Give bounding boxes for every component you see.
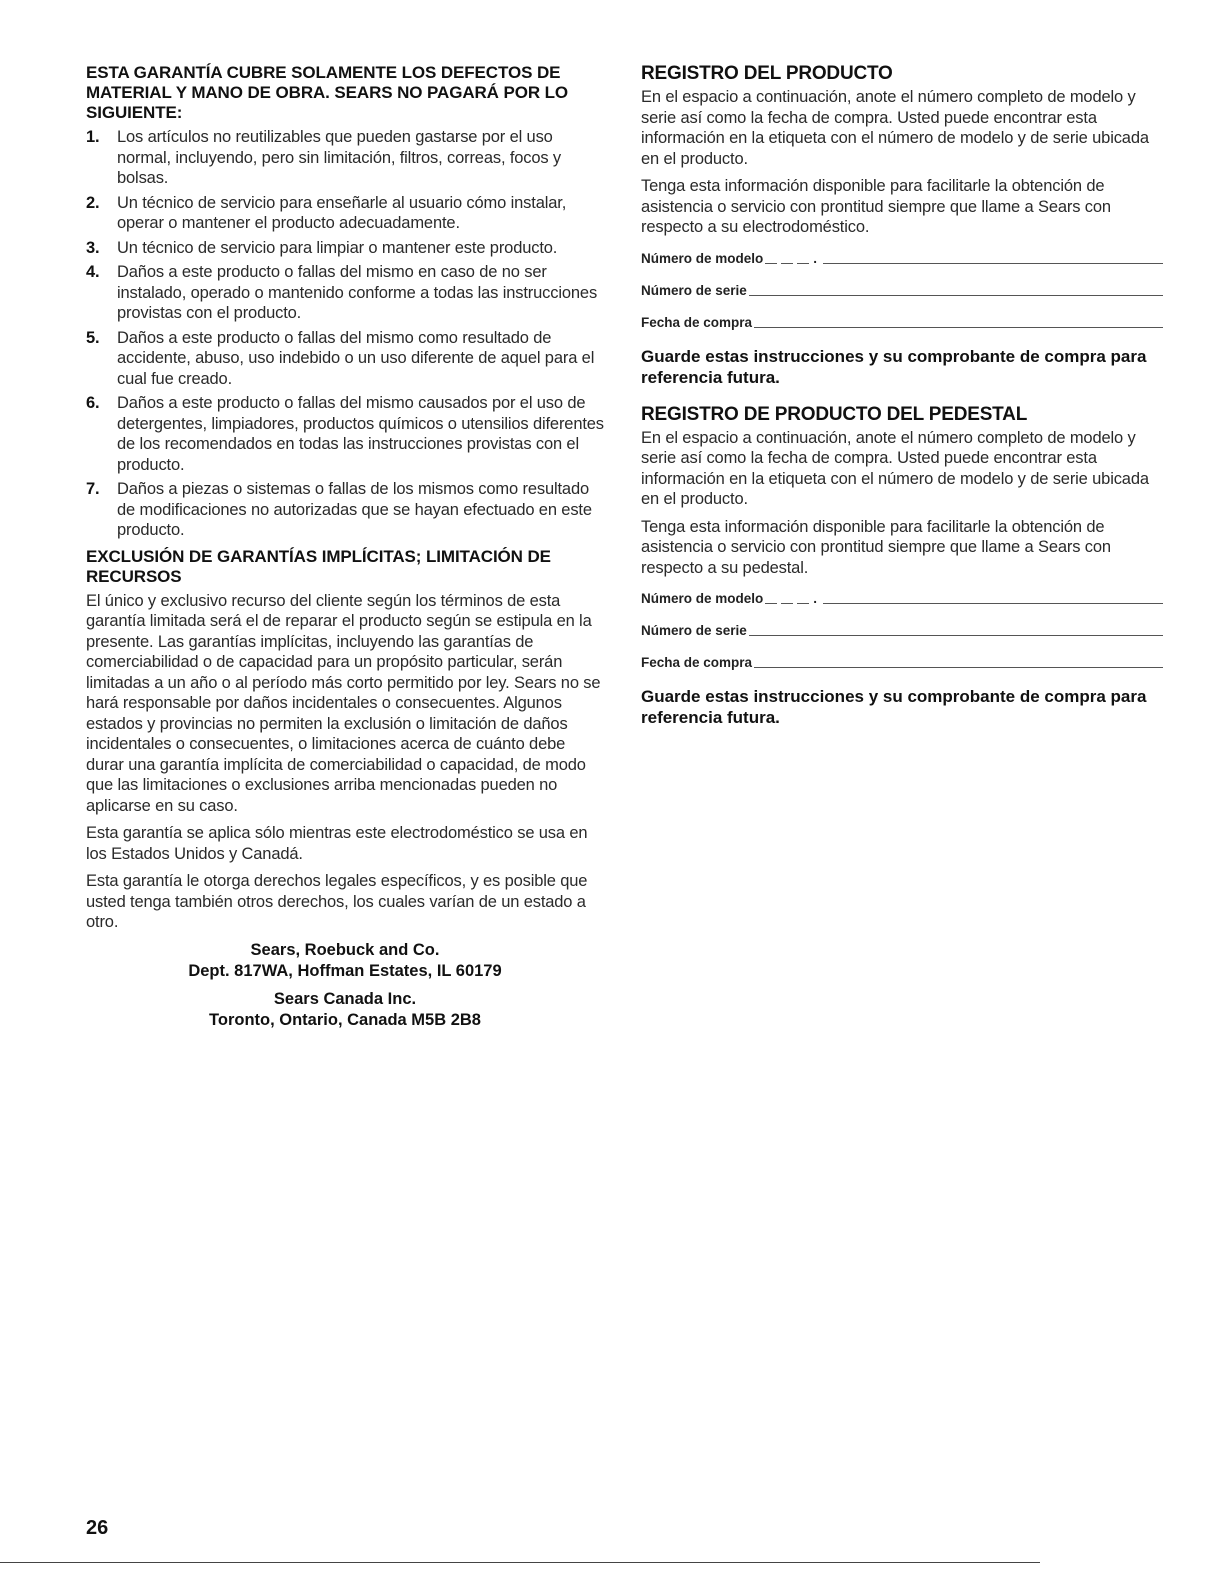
model-number-line[interactable] [823, 251, 1163, 264]
implied-warranty-heading: EXCLUSIÓN DE GARANTÍAS IMPLÍCITAS; LIMITACIÓN DE RECURSOS [86, 546, 551, 586]
pedestal-purchase-date-label: Fecha de compra [641, 655, 753, 670]
item-number: 2. [86, 193, 100, 212]
model-prefix-blanks[interactable] [765, 251, 813, 264]
serial-number-field[interactable] [641, 282, 1163, 298]
exclusion-paragraph: El único y exclusivo recurso del cliente según los términos de esta garantía limitada será el de reparar el producto según se estipula en la presente. Las garantías implícitas, incluyendo las garantías de comerciabilidad o de capacidad para un propósito particular, serán limitadas a un año o al período más corto permitido por ley. Sears no se hará responsable por daños incidentales o consecuentes. Algunos estados y provincias no permiten la exclusión o limitación de daños incidentales o consecuentes, o limitaciones acerca de cuánto debe durar una garantía implícita de comerciabilidad o capacidad, de modo que las limitaciones o exclusiones arriba mencionadas pueden no aplicarse en su caso. [86, 591, 601, 815]
pedestal-model-number-field[interactable]: Número de modelo . [641, 590, 1163, 606]
address-ca-company: Sears Canada Inc. [273, 989, 417, 1008]
pedestal-serial-number-field[interactable] [641, 622, 1163, 638]
item-text: Un técnico de servicio para limpiar o mantener este producto. [117, 238, 558, 257]
address-block [86, 940, 604, 1031]
serial-number-label: Número de serie [641, 282, 747, 298]
purchase-date-line[interactable] [754, 315, 1163, 328]
warranty-column [86, 63, 604, 1037]
item-text: Daños a piezas o sistemas o fallas de los mismos como resultado de modificaciones no autorizadas que se hayan efectuado en este producto. [117, 480, 592, 539]
product-registration-intro: En el espacio a continuación, anote el número completo de modelo y serie así como la fecha de compra. Usted puede encontrar esta información en la etiqueta con el número de modelo y de serie ubicada en el producto. [641, 88, 1149, 168]
item-number: 3. [86, 238, 100, 257]
item-text: Los artículos no reutilizables que pueden gastarse por el uso normal, incluyendo, pero sin limitación, filtros, correas, focos y bolsas. [117, 128, 562, 187]
list-item [86, 393, 604, 475]
address-us [86, 940, 604, 982]
warranty-exclusions-heading: ESTA GARANTÍA CUBRE SOLAMENTE LOS DEFECTOS DE MATERIAL Y MANO DE OBRA. SEARS NO PAGARÁ POR LO SIGUIENTE: [86, 63, 569, 122]
address-ca-city: Toronto, Ontario, Canada M5B 2B8 [209, 1010, 481, 1029]
us-canada-paragraph: Esta garantía se aplica sólo mientras este electrodoméstico se usa en los Estados Unidos y Canadá. [86, 824, 588, 863]
item-number: 1. [86, 128, 100, 146]
list-item [86, 328, 604, 390]
model-number-field[interactable]: Número de modelo . [641, 250, 1163, 266]
item-number: 6. [86, 394, 100, 412]
item-number: 5. [86, 328, 100, 347]
model-number-label: Número de modelo [641, 250, 764, 266]
serial-number-line[interactable] [749, 283, 1163, 296]
pedestal-serial-number-label: Número de serie [641, 623, 747, 638]
item-text: Un técnico de servicio para enseñarle al usuario cómo instalar, operar o mantener el producto adecuadamente. [117, 193, 567, 232]
footer-divider [0, 1562, 1040, 1563]
list-item [86, 479, 604, 541]
legal-rights-paragraph: Esta garantía le otorga derechos legales específicos, y es posible que usted tenga también otros derechos, los cuales varían de un estado a otro. [86, 872, 588, 931]
pedestal-serial-number-line[interactable] [749, 623, 1163, 636]
item-text: Daños a este producto o fallas del mismo como resultado de accidente, abuso, uso indebido o un uso diferente de aquel para el cual fue creado. [117, 328, 595, 388]
address-us-company: Sears, Roebuck and Co. [250, 940, 440, 959]
pedestal-purchase-date-field[interactable] [641, 654, 1163, 670]
registration-column [641, 63, 1163, 744]
item-text: Daños a este producto o fallas del mismo en caso de no ser instalado, operado o mantenido conforme a todas las instrucciones provistas con el producto. [117, 263, 598, 322]
pedestal-registration-heading: REGISTRO DE PRODUCTO DEL PEDESTAL [641, 403, 1028, 425]
pedestal-registration-info: Tenga esta información disponible para facilitarle la obtención de asistencia o servicio con prontitud siempre que llame a Sears con respecto a su pedestal. [641, 517, 1111, 577]
item-number: 7. [86, 480, 100, 498]
purchase-date-label: Fecha de compra [641, 314, 753, 330]
pedestal-model-number-label: Número de modelo [641, 591, 764, 606]
list-item [86, 262, 604, 324]
purchase-date-field[interactable] [641, 314, 1163, 330]
save-instructions-note: Guarde estas instrucciones y su comprobante de compra para referencia futura. [641, 346, 1147, 387]
item-number: 4. [86, 263, 100, 281]
pedestal-model-number-line[interactable] [823, 591, 1163, 604]
list-item [86, 127, 604, 189]
item-text: Daños a este producto o fallas del mismo causados por el uso de detergentes, limpiadores, productos químicos o utensilios diferentes de los recomendados en todas las instrucciones provistas con el producto. [117, 394, 604, 474]
page-number: 26 [86, 1517, 109, 1539]
pedestal-purchase-date-line[interactable] [754, 655, 1163, 668]
address-canada [86, 989, 604, 1031]
list-item [86, 193, 604, 234]
pedestal-registration-intro: En el espacio a continuación, anote el número completo de modelo y serie así como la fecha de compra. Usted puede encontrar esta información en la etiqueta con el número de modelo y de serie ubicada en el producto. [641, 428, 1149, 508]
address-us-street: Dept. 817WA, Hoffman Estates, IL 60179 [188, 961, 502, 980]
list-item [86, 238, 604, 259]
pedestal-save-instructions-note: Guarde estas instrucciones y su comprobante de compra para referencia futura. [641, 687, 1147, 727]
product-registration-info: Tenga esta información disponible para facilitarle la obtención de asistencia o servicio con prontitud siempre que llame a Sears con respecto a su electrodoméstico. [641, 177, 1111, 236]
pedestal-model-prefix-blanks[interactable] [765, 591, 813, 604]
exclusions-list [86, 127, 604, 541]
product-registration-heading: REGISTRO DEL PRODUCTO [641, 63, 893, 84]
